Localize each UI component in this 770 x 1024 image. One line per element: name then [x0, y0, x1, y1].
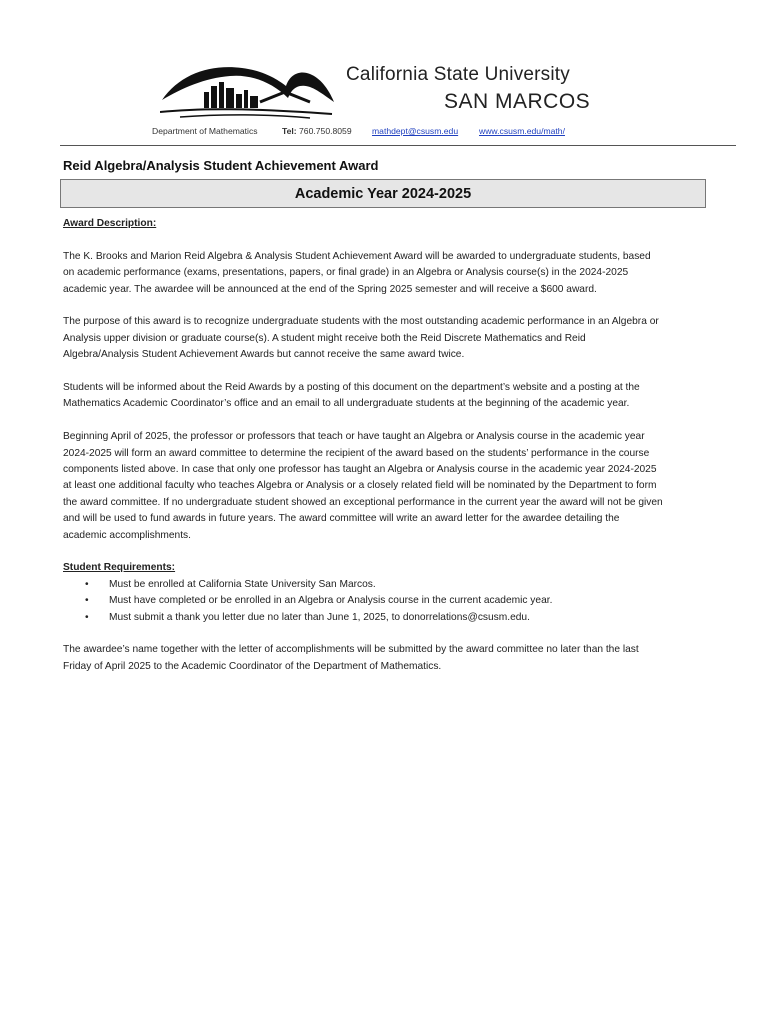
bullet-icon: • — [85, 595, 89, 607]
email-link[interactable]: mathdept@csusm.edu — [372, 126, 459, 136]
list-item — [63, 577, 663, 593]
campus-name: SAN MARCOS — [444, 90, 591, 113]
requirement-text: Must have completed or be enrolled in an Algebra or Analysis course in the current academic year. — [109, 595, 553, 607]
website-link[interactable]: www.csusm.edu/math/ — [479, 126, 565, 136]
email-container — [372, 126, 458, 136]
paragraph: The K. Brooks and Marion Reid Algebra & Analysis Student Achievement Award will be awarded to undergraduate students, based on academic performance (exams, presentations, papers, or final grade) in an Algebra or Analysis course(s) in the 2024-2025 academic year. The awardee will be announced at the end of the Spring 2025 semester and will receive a $600 award. — [63, 250, 651, 295]
academic-year-banner — [60, 179, 706, 208]
list-item — [63, 593, 663, 609]
bullet-icon: • — [85, 578, 89, 590]
phone-number — [282, 126, 352, 136]
phone-value: 760.750.8059 — [299, 126, 352, 136]
paragraph: Beginning April of 2025, the professor or professors that teach or have taught an Algebra or Analysis course in the academic year 2024-2025 will form an award committee to determine the recipient of the award based on the students’ performance in the course components listed above. In case that only one professor has taught an Algebra or Analysis course in the academic year 2024-2025 at least one additional faculty who teaches Algebra or Analysis or a closely related field will be nominated by the Department to form the award committee. If no undergraduate student showed an exceptional performance in the current year the award will not be given and will be used to fund awards in future years. The award committee will write an award letter for the awardee detailing the academic accomplishments. — [63, 431, 663, 541]
header-divider — [60, 145, 736, 146]
csusm-logo-icon — [160, 62, 335, 120]
student-requirements-label: Student Requirements: — [63, 562, 176, 574]
academic-year: Academic Year 2024-2025 — [294, 186, 472, 202]
department-name: Department of Mathematics — [152, 126, 258, 136]
paragraph: The purpose of this award is to recognize undergraduate students with the most outstanding academic performance in an Algebra or Analysis upper division or graduate course(s). A student might receive both the Reid Discrete Mathematics and Reid Algebra/Analysis Student Achievement Awards but cannot receive the same award twice. — [63, 316, 659, 361]
bullet-icon: • — [85, 611, 89, 623]
award-title: Reid Algebra/Analysis Student Achievement Award — [63, 158, 379, 173]
award-description-label: Award Description: — [63, 218, 157, 229]
requirement-text: Must be enrolled at California State University San Marcos. — [109, 578, 376, 590]
website-container — [479, 126, 565, 136]
document-body — [63, 216, 663, 692]
phone-label: Tel: — [282, 126, 297, 136]
paragraph: Students will be informed about the Reid Awards by a posting of this document on the department’s website and a posting at the Mathematics Academic Coordinator’s office and an email to all undergraduate students at the beginning of the academic year. — [63, 382, 640, 410]
requirements-list — [63, 577, 663, 626]
closing-paragraph: The awardee’s name together with the letter of accomplishments will be submitted by the award committee no later than the last Friday of April 2025 to the Academic Coordinator of the Department of Mathematics. — [63, 644, 639, 672]
requirement-text: Must submit a thank you letter due no later than June 1, 2025, to donorrelations@csusm.edu. — [109, 611, 530, 623]
university-name: California State University — [346, 64, 570, 85]
list-item — [63, 610, 663, 626]
